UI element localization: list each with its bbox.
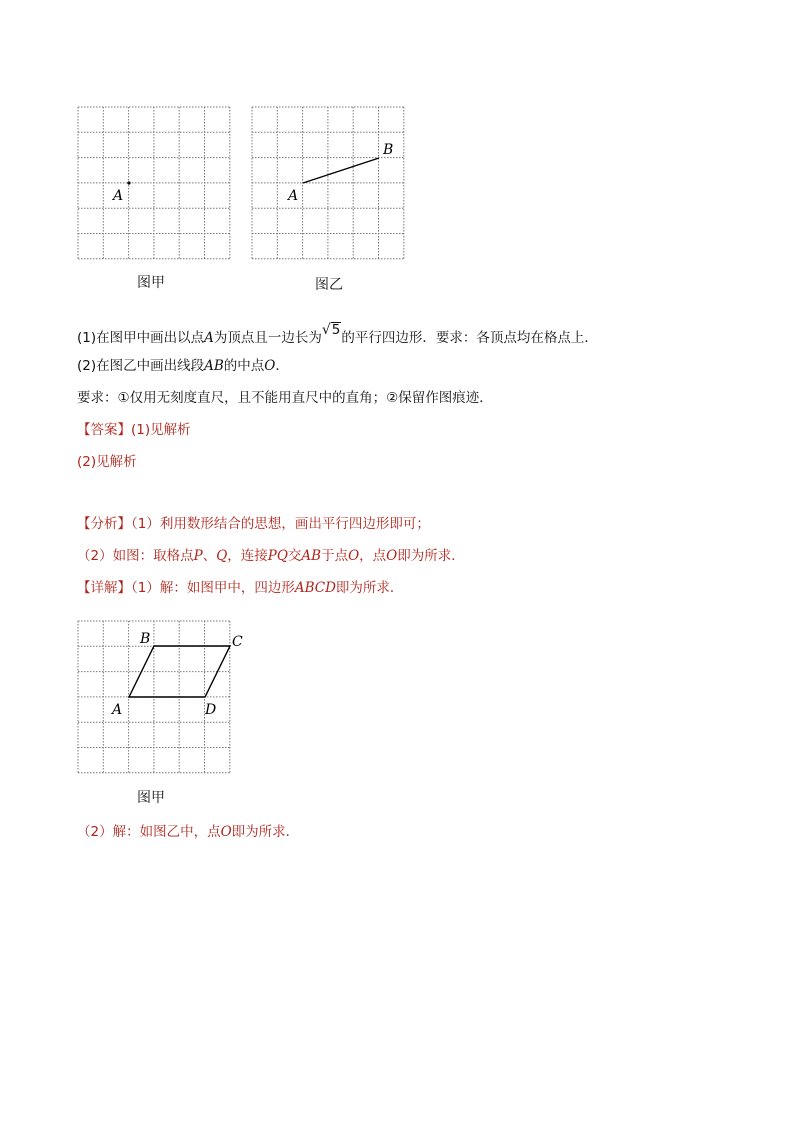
label-a: A bbox=[113, 188, 124, 204]
answer-line-1: 【答案】(1)见解析 bbox=[77, 422, 191, 438]
answer-line-2: (2)见解析 bbox=[77, 454, 137, 470]
label-c: C bbox=[232, 634, 243, 650]
answer-tag: 【答案】 bbox=[77, 422, 131, 438]
figure-2-caption: 图乙 bbox=[315, 277, 343, 293]
detail-tag: 【详解】 bbox=[77, 580, 131, 596]
figure-1-caption: 图甲 bbox=[137, 275, 165, 291]
segment-ab bbox=[303, 158, 379, 183]
question-part-1: (1)在图甲中画出以点A为顶点且一边长为√5的平行四边形．要求：各顶点均在格点上． bbox=[77, 322, 598, 346]
label-b: B bbox=[383, 142, 394, 158]
label-a: A bbox=[112, 702, 123, 718]
figure-2-grid bbox=[252, 107, 412, 267]
label-d: D bbox=[205, 702, 217, 718]
figure-3-grid bbox=[78, 621, 243, 781]
figure-1-grid bbox=[78, 107, 238, 267]
point-a-dot bbox=[127, 181, 130, 184]
analysis-line-2: （2）如图：取格点P、Q，连接PQ交AB于点O，点O即为所求． bbox=[77, 548, 465, 564]
label-b: B bbox=[140, 631, 151, 647]
detail-line-1: 【详解】（1）解：如图甲中，四边形ABCD即为所求． bbox=[77, 580, 404, 596]
analysis-tag: 【分析】 bbox=[77, 516, 131, 532]
label-a: A bbox=[288, 188, 299, 204]
question-requirements: 要求：①仅用无刻度直尺，且不能用直尺中的直角；②保留作图痕迹． bbox=[77, 390, 493, 406]
detail-line-2: （2）解：如图乙中，点O即为所求． bbox=[77, 824, 300, 840]
figure-3-caption: 图甲 bbox=[137, 790, 165, 806]
sqrt-five: √5 bbox=[321, 322, 341, 338]
analysis-line-1: 【分析】（1）利用数形结合的思想，画出平行四边形即可； bbox=[77, 516, 430, 532]
question-part-2: (2)在图乙中画出线段AB的中点O． bbox=[77, 358, 289, 374]
